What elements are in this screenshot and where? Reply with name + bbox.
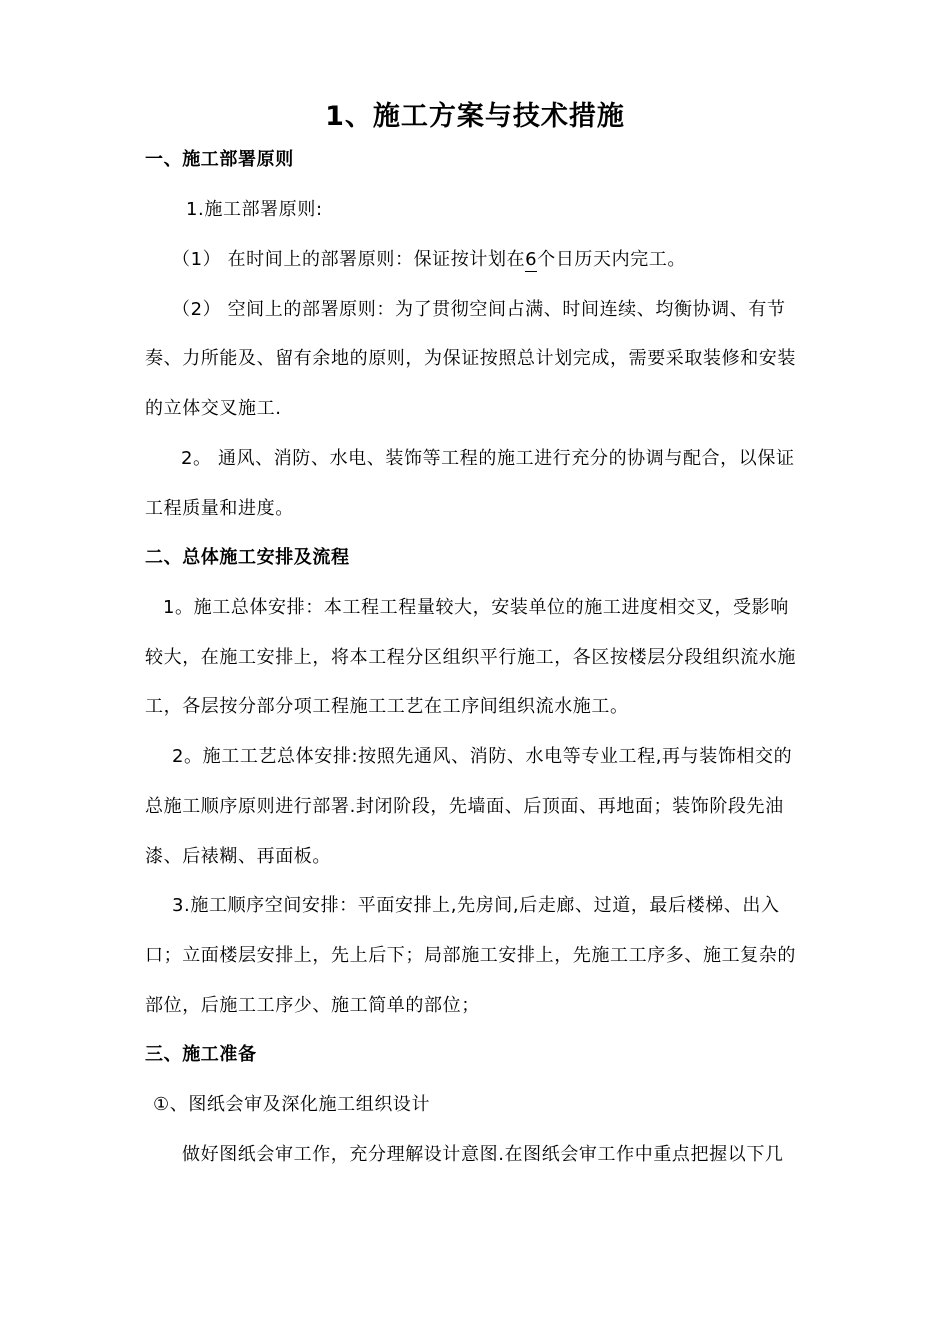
- paragraph-line: 工，各层按分部分项工程施工工艺在工序间组织流水施工。: [145, 696, 629, 717]
- paragraph-line: 奏、力所能及、留有余地的原则，为保证按照总计划完成，需要采取装修和安装: [145, 348, 796, 369]
- underlined-blank: 6: [525, 249, 538, 270]
- section-heading-3: 三、施工准备: [145, 1044, 257, 1065]
- paragraph-line: 漆、后裱糊、再面板。: [145, 846, 331, 867]
- paragraph-line: 2。 通风、消防、水电、装饰等工程的施工进行充分的协调与配合，以保证: [181, 448, 795, 469]
- paragraph-line: 总施工顺序原则进行部署.封闭阶段，先墙面、后顶面、再地面；装饰阶段先油: [145, 796, 784, 817]
- paragraph-line: 3.施工顺序空间安排：平面安排上,先房间,后走廊、过道，最后楼梯、出入: [172, 895, 780, 916]
- section-heading-2: 二、总体施工安排及流程: [145, 547, 350, 568]
- paragraph: ①、图纸会审及深化施工组织设计: [153, 1094, 431, 1115]
- paragraph-line: 较大，在施工安排上，将本工程分区组织平行施工，各区按楼层分段组织流水施: [145, 647, 796, 668]
- paragraph-line: 2。施工工艺总体安排:按照先通风、消防、水电等专业工程,再与装饰相交的: [172, 746, 793, 767]
- paragraph: （1） 在时间上的部署原则：保证按计划在6个日历天内完工。: [172, 249, 687, 270]
- paragraph-line: 口；立面楼层安排上，先上后下；局部施工安排上，先施工工序多、施工复杂的: [145, 945, 796, 966]
- paragraph-line: 部位，后施工工序少、施工简单的部位；: [145, 995, 480, 1016]
- document-title: 1、施工方案与技术措施: [325, 101, 625, 132]
- section-heading-1: 一、施工部署原则: [145, 149, 294, 170]
- paragraph-line: 工程质量和进度。: [145, 498, 294, 519]
- paragraph-line: （2） 空间上的部署原则：为了贯彻空间占满、时间连续、均衡协调、有节: [172, 299, 786, 320]
- paragraph: 1.施工部署原则:: [186, 199, 323, 220]
- paragraph-line: 做好图纸会审工作，充分理解设计意图.在图纸会审工作中重点把握以下几: [182, 1144, 784, 1165]
- paragraph-line: 的立体交叉施工.: [145, 398, 282, 419]
- paragraph-line: 1。施工总体安排：本工程工程量较大，安装单位的施工进度相交叉，受影响: [163, 597, 789, 618]
